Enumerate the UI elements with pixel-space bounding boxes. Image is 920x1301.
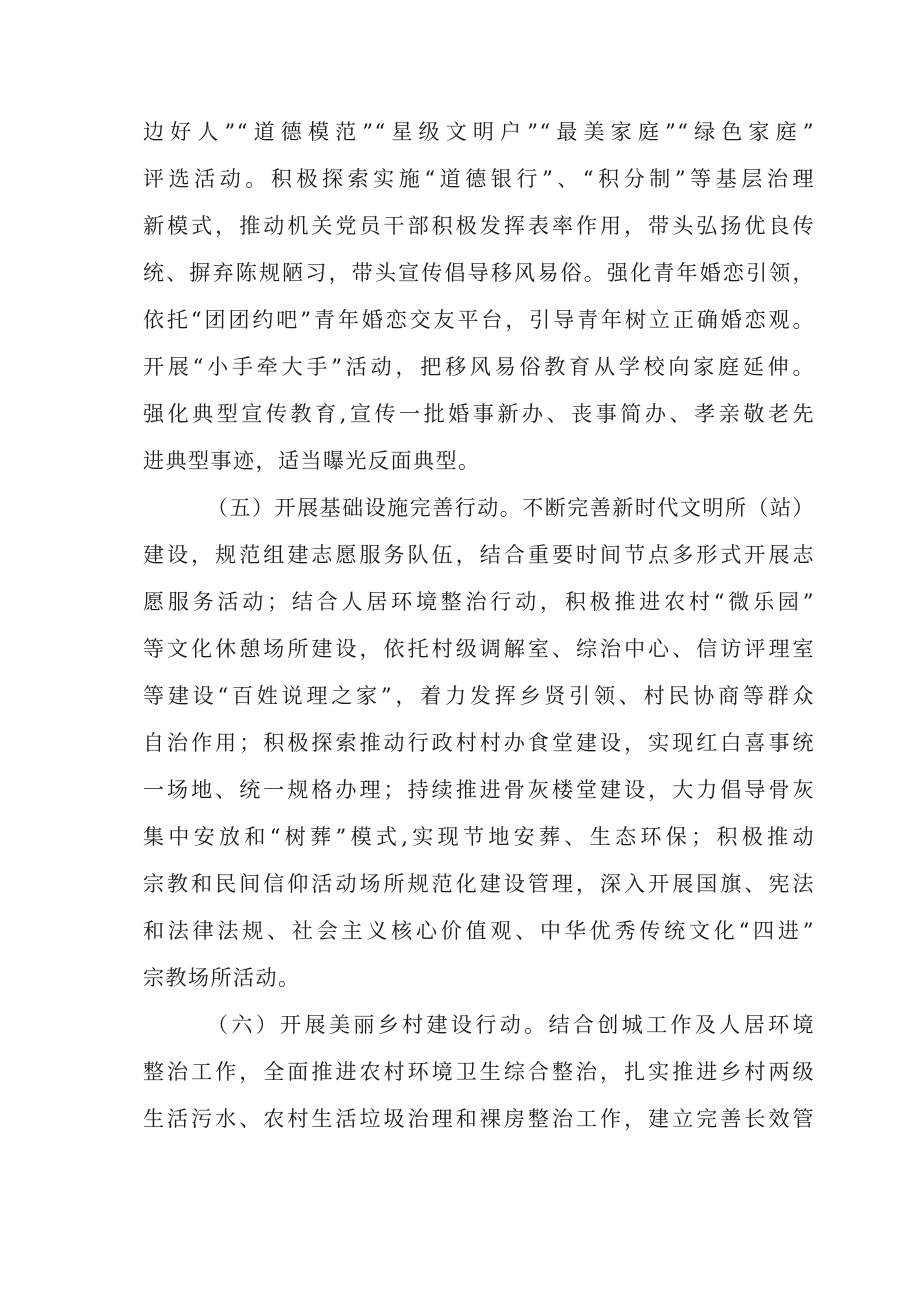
text-line: 自治作用；积极探索推动行政村村办食堂建设，实现红白喜事统 <box>143 731 815 755</box>
text-line: 新模式，推动机关党员干部积极发挥表率作用，带头弘扬优良传 <box>143 214 815 238</box>
text-line: 整治工作，全面推进农村环境卫生综合整治，扎实推进乡村两级 <box>143 1060 815 1084</box>
text-line: 统、摒弃陈规陋习，带头宣传倡导移风易俗。强化青年婚恋引领， <box>143 261 815 285</box>
document-body <box>143 109 815 1143</box>
text-line: 评选活动。积极探索实施“道德银行”、“积分制”等基层治理 <box>143 167 815 191</box>
text-line: 开展“小手牵大手”活动，把移风易俗教育从学校向家庭延伸。 <box>143 355 815 379</box>
text-line: 边好人”“道德模范”“星级文明户”“最美家庭”“绿色家庭” <box>143 120 815 144</box>
paragraph-heading-line: （五）开展基础设施完善行动。不断完善新时代文明所（站） <box>207 496 815 520</box>
text-line: 愿服务活动；结合人居环境整治行动，积极推进农村“微乐园” <box>143 590 815 614</box>
text-line: 进典型事迹，适当曝光反面典型。 <box>143 449 481 473</box>
text-line: 依托“团团约吧”青年婚恋交友平台，引导青年树立正确婚恋观。 <box>143 308 815 332</box>
text-line: 生活污水、农村生活垃圾治理和裸房整治工作，建立完善长效管 <box>143 1107 815 1131</box>
text-line: 宗教和民间信仰活动场所规范化建设管理，深入开展国旗、宪法 <box>143 872 815 896</box>
text-line: 和法律法规、社会主义核心价值观、中华优秀传统文化“四进” <box>143 919 815 943</box>
text-line: 集中安放和“树葬”模式,实现节地安葬、生态环保；积极推动 <box>143 825 815 849</box>
text-line: 等文化休憩场所建设，依托村级调解室、综治中心、信访评理室 <box>143 637 815 661</box>
paragraph-heading-line: （六）开展美丽乡村建设行动。结合创城工作及人居环境 <box>207 1013 815 1037</box>
text-line: 一场地、统一规格办理；持续推进骨灰楼堂建设，大力倡导骨灰 <box>143 778 815 802</box>
text-line: 等建设“百姓说理之家”，着力发挥乡贤引领、村民协商等群众 <box>143 684 815 708</box>
text-line: 强化典型宣传教育,宣传一批婚事新办、丧事简办、孝亲敬老先 <box>143 402 815 426</box>
text-line: 建设，规范组建志愿服务队伍，结合重要时间节点多形式开展志 <box>143 543 815 567</box>
text-line: 宗教场所活动。 <box>143 966 301 990</box>
